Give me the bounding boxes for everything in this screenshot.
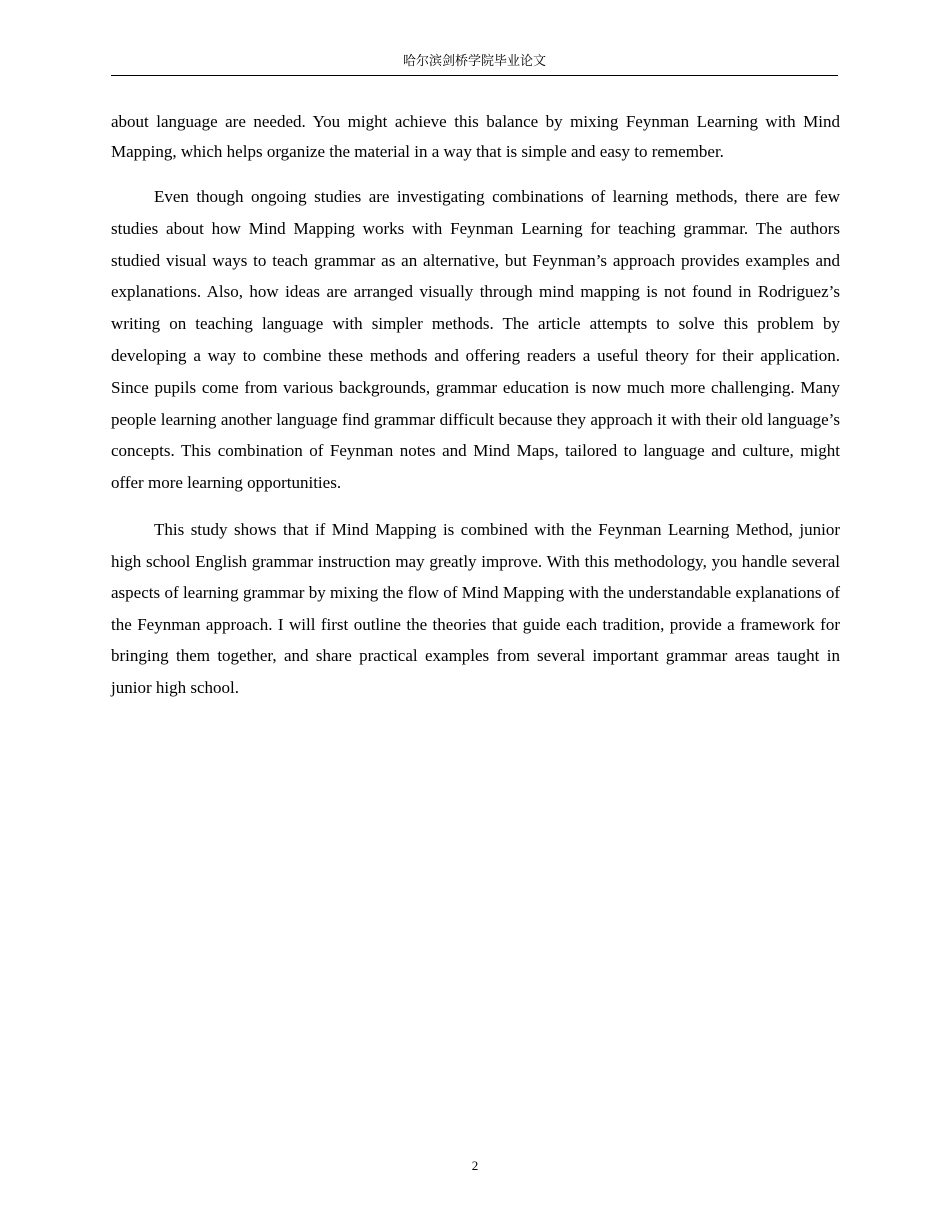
page-number: 2 [471,1158,479,1173]
page-header [111,50,838,76]
header-title: 哈尔滨剑桥学院毕业论文 [402,54,546,69]
paragraph-study-purpose: This study shows that if Mind Mapping is combined with the Feynman Learning Method, junior high school English grammar instruction may greatly improve. With this methodology, you handle several aspects of learning grammar by mixing the flow of Mind Mapping with the understandable explanations of the Feynman approach. I will first outline the theories that guide each tradition, provide a framework for bringing them together, and share practical examples from several important grammar areas taught in junior high school. [111,519,840,697]
paragraph-continuation: about language are needed. You might achieve this balance by mixing Feynman Learning with Mind Mapping, which helps organize the material in a way that is simple and easy to remember. [111,112,840,161]
document-body [111,107,840,704]
paragraph-research-gap: Even though ongoing studies are investigating combinations of learning methods, there are few studies about how Mind Mapping works with Feynman Learning for teaching grammar. The authors studied visual ways to teach grammar as an alternative, but Feynman’s approach provides examples and explanations. Also, how ideas are arranged visually through mind mapping is not found in Rodriguez’s writing on teaching language with simpler methods. The article attempts to solve this problem by developing a way to combine these methods and offering readers a useful theory for their application. Since pupils come from various backgrounds, grammar education is now much more challenging. Many people learning another language find grammar difficult because they approach it with their old language’s concepts. This combination of Feynman notes and Mind Maps, tailored to language and culture, might offer more learning opportunities. [111,187,840,493]
